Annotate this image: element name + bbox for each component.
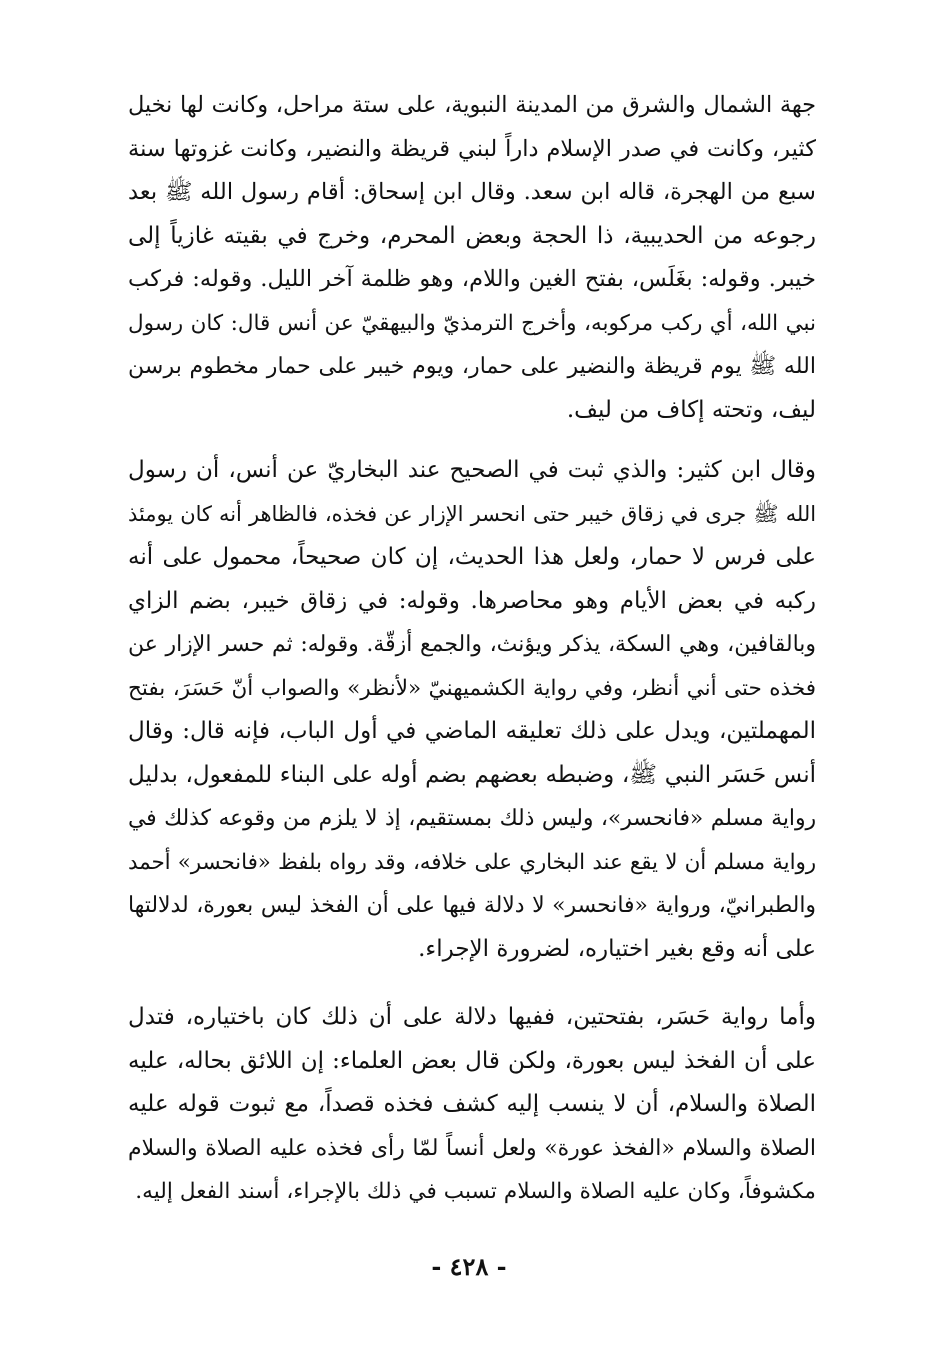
text-line: فخذه حتى أني أنظر، وفي رواية الكشميهنيّ «لأنظر» والصواب أنّ حَسَرَ، بفتح [128,675,816,701]
text-line: مكشوفاً، وكان عليه الصلاة والسلام تسبب في ذلك بالإجراء، أسند الفعل إليه. [135,1179,816,1204]
text-line: على أنه وقع بغير اختياره، لضرورة الإجراء. [418,935,816,962]
paragraph-3 [128,996,816,1214]
text-line: والطبرانيّ، ورواية «فانحسر» لا دلالة فيها على أن الفخذ ليس بعورة، لدلالتها [128,893,816,918]
text-line: وبالقافين، وهي السكة، يذكر ويؤنث، والجمع أزقّة. وقوله: ثم حسر الإزار عن [128,632,816,657]
text-line: الله ﷺ جرى في زقاق خيبر حتى انحسر الإزار عن فخذه، فالظاهر أنه كان يومئذ [128,501,816,526]
text-line: أنس حَسَر النبي ﷺ، وضبطه بعضهم بضم أوله على البناء للمفعول، بدليل [128,761,816,788]
text-line: على فرس لا حمار، ولعل هذا الحديث، إن كان صحيحاً، محمول على أنه [128,544,816,570]
text-line: ركبه في بعض الأيام وهو محاصرها. وقوله: في زقاق خيبر، بضم الزاي [128,587,816,614]
paragraph-1 [128,84,816,432]
text-line: وأما رواية حَسَر، بفتحتين، ففيها دلالة على أن ذلك كان باختياره، فتدل [128,1004,816,1030]
text-line: خيبر. وقوله: بغَلَس، بفتح الغين واللام، وهو ظلمة آخر الليل. وقوله: فركب [128,266,816,292]
text-line: وقال ابن كثير: والذي ثبت في الصحيح عند البخاريّ عن أنس، أن رسول [128,457,816,483]
text-line: على أن الفخذ ليس بعورة، ولكن قال بعض العلماء: إن اللائق بحاله، عليه [128,1047,816,1074]
paragraph-2 [128,449,816,971]
text-line: رواية مسلم «فانحسر»، وليس ذلك بمستقيم، إذ لا يلزم من وقوعه كذلك في [128,806,816,831]
page-number: - ٤٢٨ - [431,1252,507,1281]
text-line: جهة الشمال والشرق من المدينة النبوية، على ستة مراحل، وكانت لها نخيل [128,92,816,118]
text-line: الصلاة والسلام، أن لا ينسب إليه كشف فخذه قصداً، مع ثبوت قوله عليه [128,1091,816,1117]
text-line: كثير، وكانت في صدر الإسلام داراً لبني قريظة والنضير، وكانت غزوتها سنة [128,135,816,162]
text-line: المهملتين، ويدل على ذلك تعليقه الماضي في أول الباب، فإنه قال: وقال [128,718,816,744]
text-line: ليف، وتحته إكاف من ليف. [566,396,816,423]
text-line: الله ﷺ يوم قريظة والنضير على حمار، ويوم خيبر على حمار مخطوم برسن [128,353,816,379]
text-line: سبع من الهجرة، قاله ابن سعد. وقال ابن إسحاق: أقام رسول الله ﷺ بعد [128,179,816,205]
text-line: نبي الله، أي ركب مركوبه، وأخرج الترمذيّ والبيهقيّ عن أنس قال: كان رسول [128,310,816,336]
text-line: الصلاة والسلام «الفخذ عورة» ولعل أنساً لمّا رأى فخذه عليه الصلاة والسلام [128,1135,816,1161]
text-line: رواية مسلم أن لا يقع عند البخاري على خلافه، وقد رواه بلفظ «فانحسر» أحمد [128,849,816,875]
text-line: رجوعه من الحديبية، ذا الحجة وبعض المحرم، وخرج في بقيته غازياً إلى [128,222,816,249]
